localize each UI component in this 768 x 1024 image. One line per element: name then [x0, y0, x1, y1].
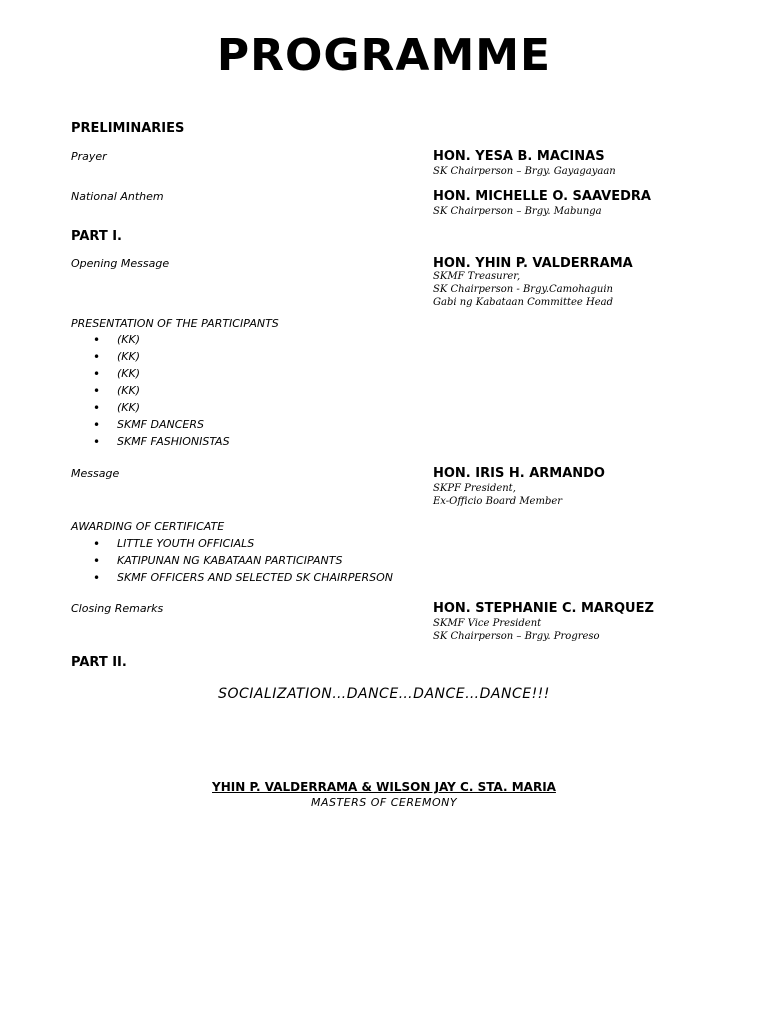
part1-heading: PART I.	[71, 229, 122, 244]
list-item-label: (KK)	[117, 333, 141, 346]
list-item-label: (KK)	[117, 350, 141, 363]
list-item-label: (KK)	[117, 384, 141, 397]
bullet-icon: •	[93, 537, 101, 551]
closing-presenter-title-1: SKMF Vice President	[433, 618, 542, 629]
emcees-role: MASTERS OF CEREMONY	[310, 796, 458, 809]
prayer-presenter-name: HON. YESA B. MACINAS	[433, 149, 605, 164]
opening-presenter-title-2: SK Chairperson - Brgy.Camohaguin	[433, 284, 613, 295]
list-item-label: SKMF DANCERS	[117, 418, 204, 431]
presentation-heading: PRESENTATION OF THE PARTICIPANTS	[71, 317, 279, 330]
bullet-icon: •	[93, 367, 101, 381]
message-presenter-title-1: SKPF President,	[433, 483, 516, 494]
bullet-icon: •	[93, 401, 101, 415]
preliminaries-heading: PRELIMINARIES	[71, 121, 185, 136]
list-item-label: KATIPUNAN NG KABATAAN PARTICIPANTS	[117, 554, 343, 567]
list-item-label: (KK)	[117, 367, 141, 380]
list-item-label: (KK)	[117, 401, 141, 414]
list-item-label: SKMF FASHIONISTAS	[117, 435, 230, 448]
prayer-presenter-title: SK Chairperson – Brgy. Gayagayaan	[433, 166, 616, 177]
closing-remarks-item: Closing Remarks	[71, 602, 164, 615]
bullet-icon: •	[93, 554, 101, 568]
socialization-line: SOCIALIZATION…DANCE…DANCE…DANCE!!!	[218, 686, 550, 702]
message-presenter-name: HON. IRIS H. ARMANDO	[433, 466, 605, 481]
list-item-label: LITTLE YOUTH OFFICIALS	[117, 537, 255, 550]
emcees-names: YHIN P. VALDERRAMA & WILSON JAY C. STA. MARIA	[212, 780, 556, 794]
bullet-icon: •	[93, 435, 101, 449]
bullet-icon: •	[93, 384, 101, 398]
list-item-label: SKMF OFFICERS AND SELECTED SK CHAIRPERSON	[117, 571, 394, 584]
bullet-icon: •	[93, 350, 101, 364]
closing-presenter-title-2: SK Chairperson – Brgy. Progreso	[433, 631, 600, 642]
opening-message-item: Opening Message	[71, 257, 170, 270]
page-title: PROGRAMME	[216, 30, 552, 81]
opening-presenter-title-1: SKMF Treasurer,	[433, 271, 521, 282]
bullet-icon: •	[93, 333, 101, 347]
bullet-icon: •	[93, 571, 101, 585]
closing-presenter-name: HON. STEPHANIE C. MARQUEZ	[433, 601, 654, 616]
awarding-heading: AWARDING OF CERTIFICATE	[71, 520, 225, 533]
bullet-icon: •	[93, 418, 101, 432]
opening-presenter-title-3: Gabi ng Kabataan Committee Head	[433, 297, 613, 308]
prayer-item: Prayer	[71, 150, 107, 163]
anthem-presenter-name: HON. MICHELLE O. SAAVEDRA	[433, 189, 651, 204]
anthem-presenter-title: SK Chairperson – Brgy. Mabunga	[433, 206, 602, 217]
anthem-item: National Anthem	[71, 190, 164, 203]
opening-presenter-name: HON. YHIN P. VALDERRAMA	[433, 256, 633, 271]
part2-heading: PART II.	[71, 655, 127, 670]
message-item: Message	[71, 467, 120, 480]
message-presenter-title-2: Ex-Officio Board Member	[433, 496, 563, 507]
